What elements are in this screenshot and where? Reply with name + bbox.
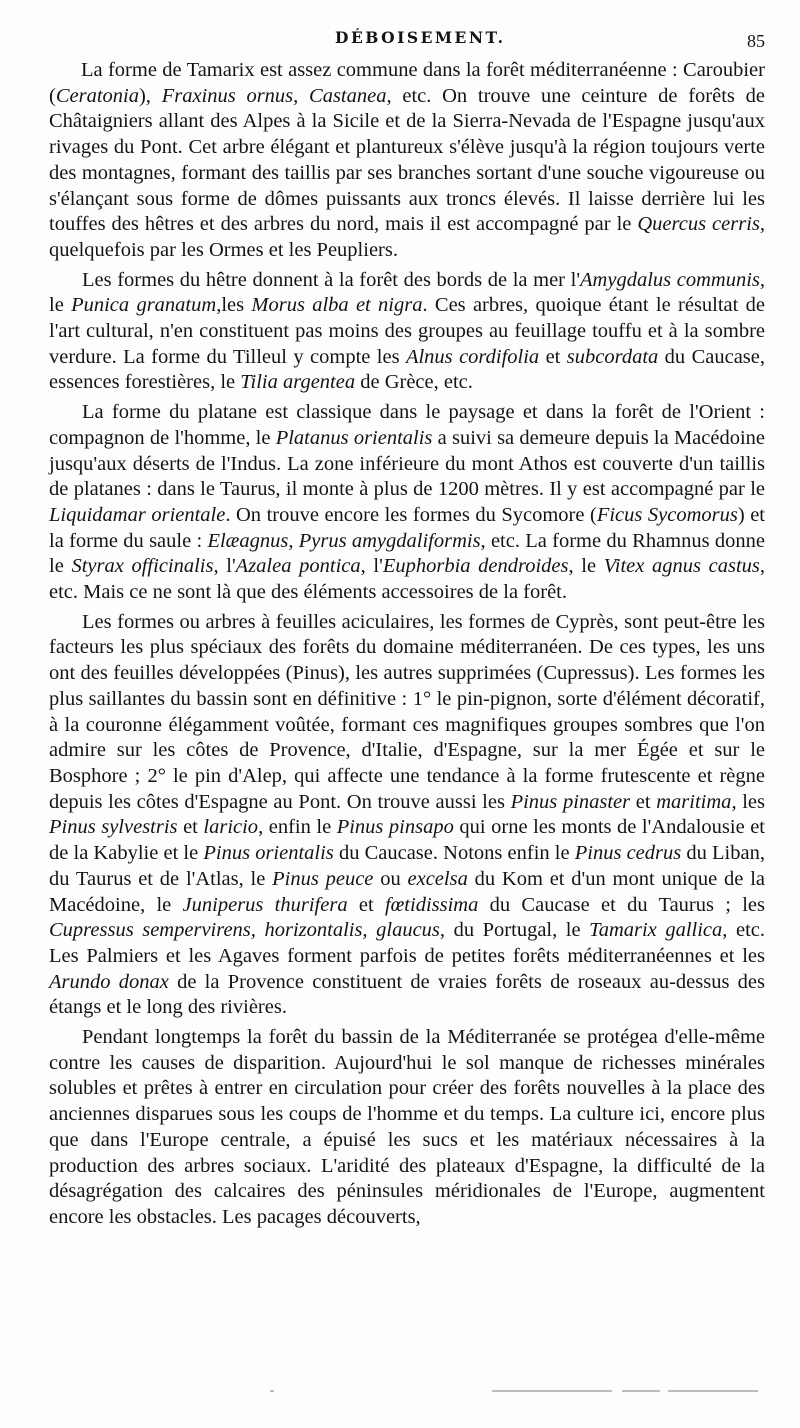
text-run: et xyxy=(539,345,567,368)
text-run: de Grèce, etc. xyxy=(355,371,473,394)
text-run: qui orne les monts de l'Andalousie et de la Kabylie et le xyxy=(49,816,765,865)
text-run: ) et la forme du saule : xyxy=(49,503,765,552)
text-run: ou xyxy=(373,867,408,890)
italic-text: Euphorbia dendroides xyxy=(382,555,569,578)
italic-text: Pinus orientalis xyxy=(203,842,334,865)
print-mark xyxy=(622,1390,660,1392)
text-run: La forme du platane est classique dans le paysage et dans la forêt de l'Orient : compagnon de l'homme, le xyxy=(49,401,765,449)
italic-text: excelsa xyxy=(407,867,468,890)
text-run: , le xyxy=(568,555,604,578)
paragraph xyxy=(49,400,765,606)
print-mark xyxy=(668,1390,758,1392)
text-run: ), xyxy=(138,84,162,107)
italic-text: Cupressus sempervirens, horizontalis, glaucus xyxy=(49,919,440,942)
italic-text: Vitex agnus castus xyxy=(603,555,760,578)
text-run: , etc. La forme du Rhamnus donne le xyxy=(49,529,765,578)
text-run: du Caucase. Notons enfin le xyxy=(333,842,575,865)
text-run: du Caucase, essences forestières, le xyxy=(49,345,766,394)
text-run: , les xyxy=(731,790,765,813)
italic-text: Tamarix gallica xyxy=(589,919,723,942)
print-mark xyxy=(270,1390,274,1392)
text-run: et xyxy=(347,893,385,916)
italic-text: Pinus cedrus xyxy=(574,842,682,865)
text-run: a suivi sa demeure depuis la Macédoine jusqu'aux déserts de l'Indus. La zone inférieure du mont Athos est couverte d'un taillis de platanes : dans le Taurus, il monte à plus de 1200 mètres. Il y est accompagné par le xyxy=(49,426,766,501)
italic-text: maritima xyxy=(656,790,732,813)
italic-text: Punica granatum xyxy=(71,294,217,317)
print-mark xyxy=(492,1390,612,1392)
text-run: de la Provence constituent de vraies forêts de roseaux au-dessus des étangs et le long des rivières. xyxy=(49,970,765,1019)
text-run: , etc. Mais ce ne sont là que des éléments accessoires de la forêt. xyxy=(49,555,766,604)
text-run: ,les xyxy=(216,294,252,317)
text-run: du Kom et d'un mont unique de la Macédoine, le xyxy=(49,867,765,916)
text-run: , etc. On trouve une ceinture de forêts de Châtaigniers allant des Alpes à la Sicile et de la Sierra-Nevada de l'Espagne jusqu'aux rivages du Pont. Cet arbre élégant et plantureux s'élève jusqu'à la région toujours verte des montagnes, formant des taillis par ses branches sortant d'une souche vigoureuse ou s'élançant sous forme de dômes puissants aux troncs élevés. Il laisse derrière lui les touffes des hêtres et des arbres du nord, mais il est accompagné par le xyxy=(49,84,765,236)
text-run: et xyxy=(177,816,204,839)
text-run: La forme de Tamarix est assez commune dans la forêt méditerranéenne : Caroubier ( xyxy=(49,59,765,107)
text-run: , l' xyxy=(213,555,236,578)
italic-text: Styrax officinalis xyxy=(71,555,214,578)
italic-text: fœtidissima xyxy=(384,893,479,916)
italic-text: subcordata xyxy=(566,345,659,368)
italic-text: Arundo donax xyxy=(49,970,169,993)
text-run: , le xyxy=(49,268,765,317)
italic-text: Pinus pinaster xyxy=(510,790,631,813)
italic-text: Elæagnus, Pyrus amygdaliformis xyxy=(207,529,481,552)
body-text xyxy=(49,58,765,1231)
italic-text: Liquidamar orientale xyxy=(49,503,226,526)
italic-text: Quercus cerris xyxy=(637,213,760,236)
text-run: du Caucase et du Taurus ; les xyxy=(478,893,765,916)
text-run: du Liban, du Taurus et de l'Atlas, le xyxy=(49,842,765,890)
italic-text: Fraxinus ornus, Castanea xyxy=(161,84,387,107)
italic-text: Pinus pinsapo xyxy=(336,816,454,839)
text-run: Les formes ou arbres à feuilles aciculaires, les formes de Cyprès, sont peut-être les facteurs les plus spéciaux des forêts du domaine méditerranéen. De ces types, les uns ont des feuilles développées (Pinus), les autres supprimées (Cupressus). Les formes les plus saillantes du bassin sont en définitive : 1° le pin-pignon, sorte d'élément décoratif, à la couronne élégamment voûtée, formant ces magnifiques groupes sombres que l'on admire sur les côtes de Provence, d'Italie, d'Espagne, sur la mer Égée et sur le Bosphore ; 2° le pin d'Alep, qui affecte une tendance à la forme frutescente et règne depuis les côtes d'Espagne au Pont. On trouve aussi les xyxy=(49,610,765,813)
running-title: DÉBOISEMENT. xyxy=(335,28,506,47)
italic-text: Ficus Sycomorus xyxy=(596,503,738,526)
text-run: . On trouve encore les formes du Sycomore ( xyxy=(225,503,597,526)
italic-text: Tilia argentea xyxy=(240,371,356,394)
italic-text: Alnus cordifolia xyxy=(405,345,540,368)
text-run: , l' xyxy=(360,555,383,578)
paragraph xyxy=(49,610,765,1021)
page-number: 85 xyxy=(747,31,765,51)
italic-text: laricio xyxy=(203,816,259,839)
italic-text: Morus alba et nigra xyxy=(251,294,423,317)
paragraph xyxy=(49,1025,765,1231)
italic-text: Ceratonia xyxy=(55,84,139,107)
text-run: . Ces arbres, quoique étant le résultat de l'art cultural, n'en constituent pas moins des groupes au feuillage touffu et à la sombre verdure. La forme du Tilleul y compte les xyxy=(49,294,765,368)
text-run: , etc. Les Palmiers et les Agaves forment parfois de petites forêts méditerranéennes et les xyxy=(49,919,765,967)
italic-text: Platanus orientalis xyxy=(275,426,433,449)
italic-text: Pinus peuce xyxy=(272,867,374,890)
footer-print-marks xyxy=(270,1390,750,1393)
text-run: , enfin le xyxy=(258,816,337,839)
text-run: , quelquefois par les Ormes et les Peupliers. xyxy=(49,213,765,261)
italic-text: Pinus sylvestris xyxy=(49,816,178,839)
italic-text: Azalea pontica xyxy=(235,555,361,578)
text-run: Les formes du hêtre donnent à la forêt des bords de la mer l' xyxy=(82,268,581,291)
italic-text: Juniperus thurifera xyxy=(182,893,348,916)
paragraph xyxy=(49,268,765,397)
text-run: , du Portugal, le xyxy=(439,919,590,942)
italic-text: Amygdalus communis xyxy=(580,268,760,291)
text-run: Pendant longtemps la forêt du bassin de la Méditerranée se protégea d'elle-même contre les causes de disparition. Aujourd'hui le sol manque de richesses minérales solubles et prêtes à entrer en circulation pour créer des forêts nouvelles à la place des anciennes disparues sous les coups de l'homme et du temps. La culture ici, encore plus que dans l'Europe centrale, a épuisé les sucs et les matériaux nécessaires à la production des arbres sociaux. L'aridité des plateaux d'Espagne, la difficulté de la désagrégation des calcaires des péninsules méridionales de l'Europe, augmentent encore les obstacles. Les pacages découverts, xyxy=(49,1026,765,1228)
text-run: et xyxy=(630,790,657,813)
paragraph xyxy=(49,58,765,264)
